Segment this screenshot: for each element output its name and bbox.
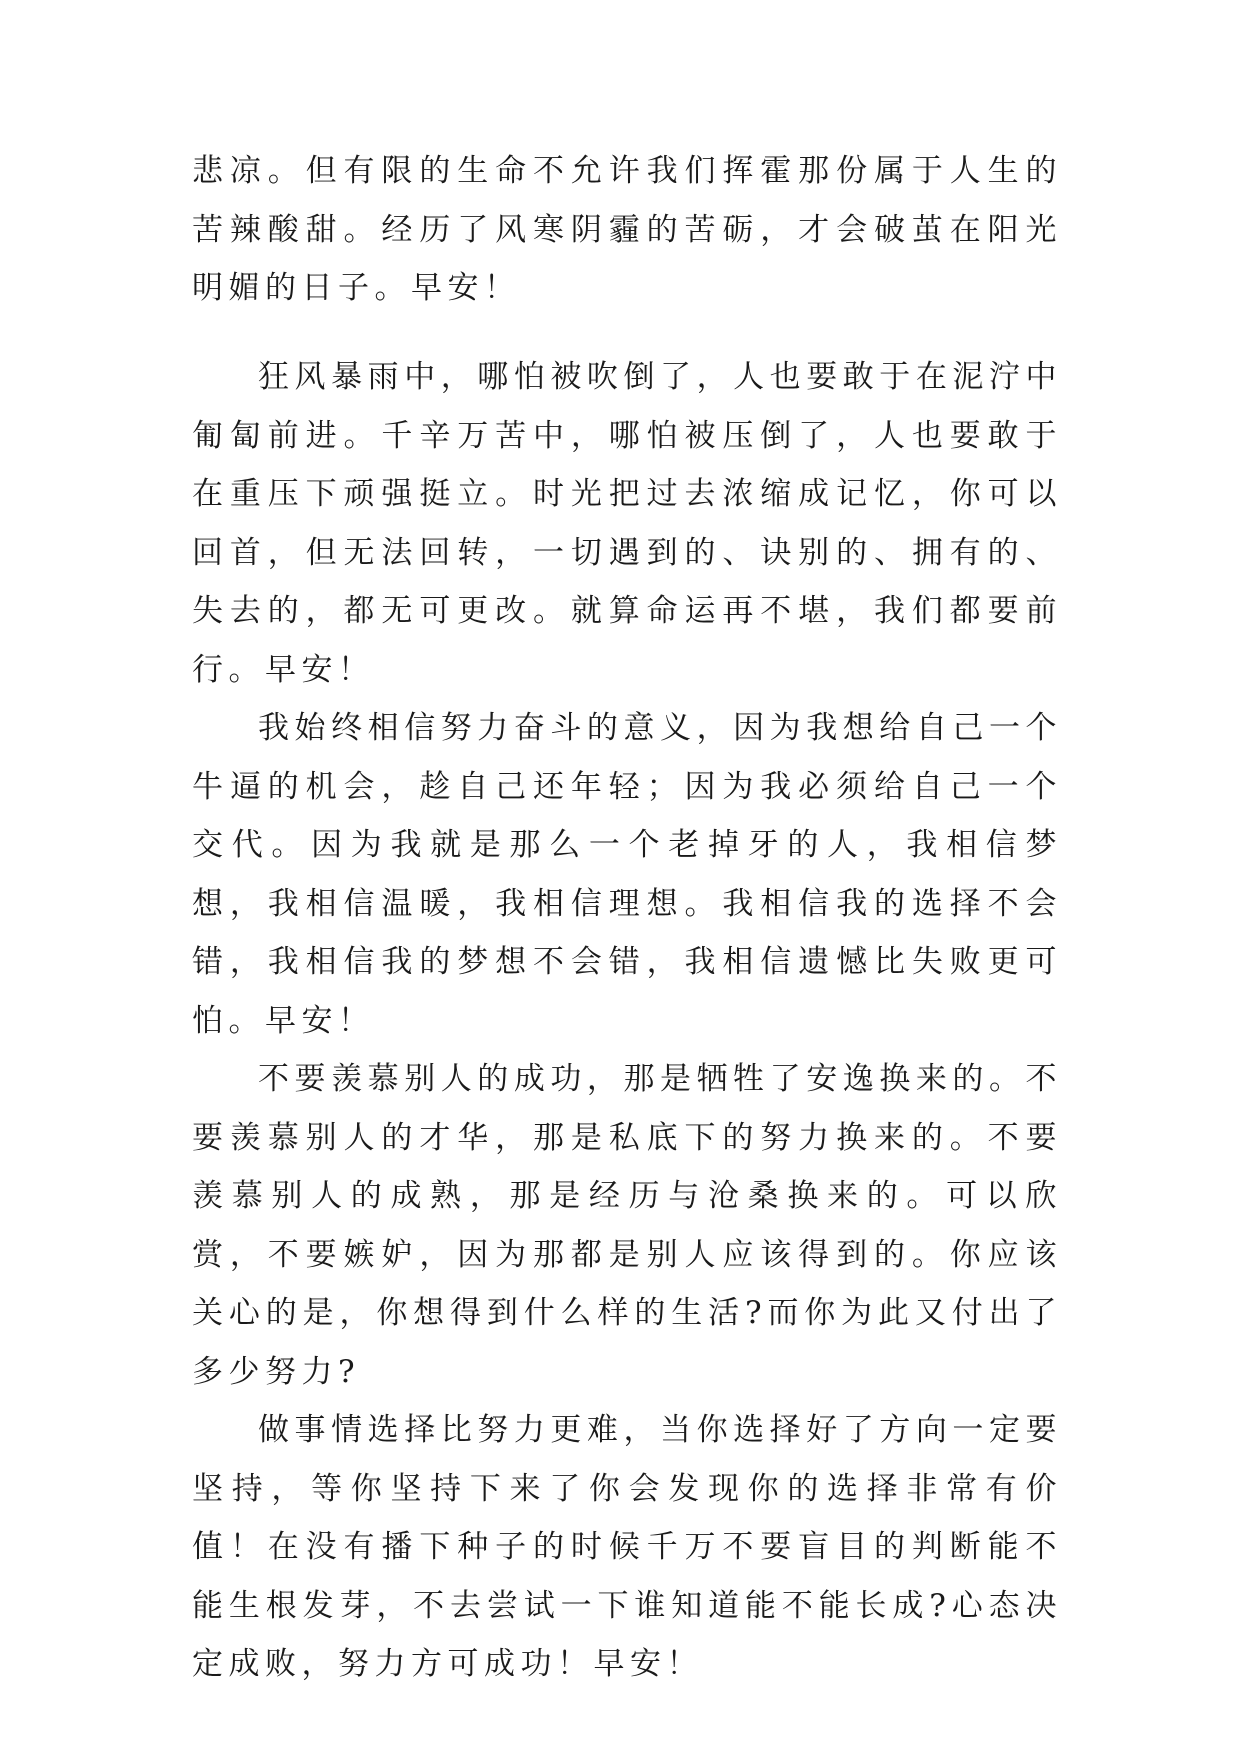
paragraph-4: 做事情选择比努力更难，当你选择好了方向一定要坚持，等你坚持下来了你会发现你的选择非常有价值！在没有播下种子的时候千万不要盲目的判断能不能生根发芽，不去尝试一下谁知道能不能长成?心态决定成败，努力方可成功！早安！: [192, 1412, 1062, 1682]
paragraph-2: 我始终相信努力奋斗的意义，因为我想给自己一个牛逼的机会，趁自己还年轻；因为我必须给自己一个交代。因为我就是那么一个老掉牙的人，我相信梦想，我相信温暖，我相信理想。我相信我的选择不会错，我相信我的梦想不会错，我相信遗憾比失败更可怕。早安！: [192, 710, 1062, 1039]
paragraph-1: 狂风暴雨中，哪怕被吹倒了，人也要敢于在泥泞中匍匐前进。千辛万苦中，哪怕被压倒了，人也要敢于在重压下顽强挺立。时光把过去浓缩成记忆，你可以回首，但无法回转，一切遇到的、诀别的、拥有的、失去的，都无可更改。就算命运再不堪，我们都要前行。早安！: [192, 359, 1062, 688]
continuation-paragraph: 悲凉。但有限的生命不允许我们挥霍那份属于人生的苦辣酸甜。经历了风寒阴霾的苦砺，才会破茧在阳光明媚的日子。早安！: [192, 153, 1062, 306]
body-text: [192, 348, 1062, 1694]
paragraph-3: 不要羡慕别人的成功，那是牺牲了安逸换来的。不要羡慕别人的才华，那是私底下的努力换来的。不要羡慕别人的成熟，那是经历与沧桑换来的。可以欣赏，不要嫉妒，因为那都是别人应该得到的。你应该关心的是，你想得到什么样的生活?而你为此又付出了多少努力?: [192, 1061, 1062, 1390]
continuation-block: [192, 142, 1062, 318]
